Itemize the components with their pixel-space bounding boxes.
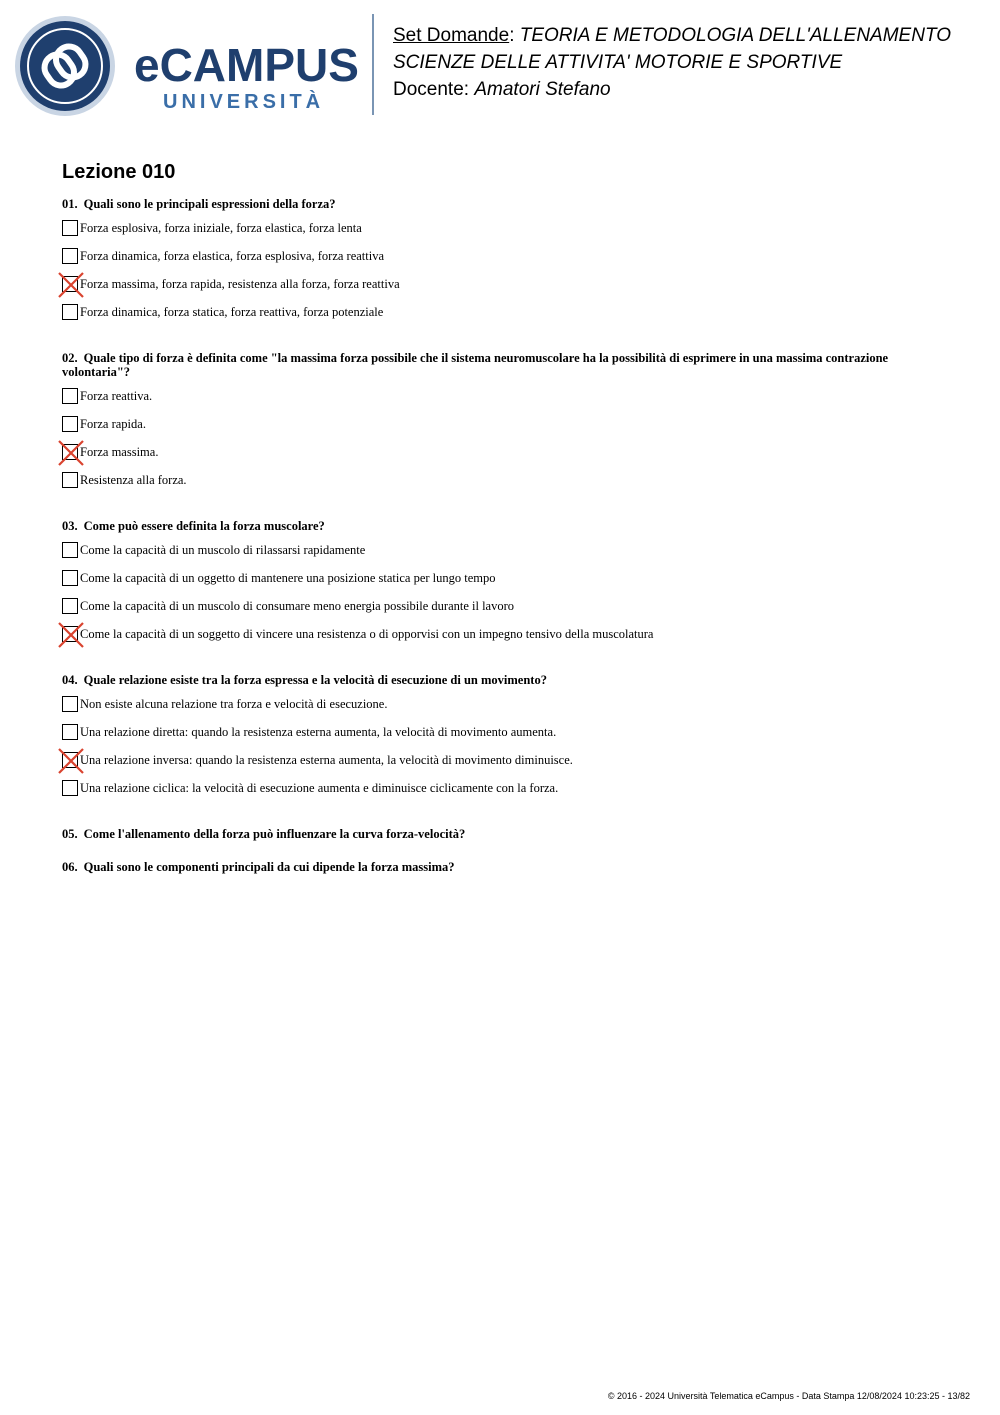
option-text: Forza massima. bbox=[80, 445, 159, 459]
answer-option[interactable] bbox=[62, 598, 942, 626]
checkbox[interactable] bbox=[62, 304, 78, 320]
course-title: TEORIA E METODOLOGIA DELL'ALLENAMENTO bbox=[519, 25, 951, 46]
option-text: Forza massima, forza rapida, resistenza alla forza, forza reattiva bbox=[80, 277, 400, 291]
question-text: Quale relazione esiste tra la forza espressa e la velocità di esecuzione di un movimento? bbox=[83, 673, 547, 687]
checkbox[interactable] bbox=[62, 724, 78, 740]
question-3 bbox=[62, 519, 942, 654]
option-text: Come la capacità di un muscolo di consumare meno energia possibile durante il lavoro bbox=[80, 599, 515, 613]
teacher-name: Amatori Stefano bbox=[474, 79, 611, 100]
answer-option[interactable] bbox=[62, 570, 942, 598]
question-text: Quali sono le principali espressioni della forza? bbox=[83, 197, 336, 211]
answer-option[interactable] bbox=[62, 752, 942, 780]
checkbox[interactable] bbox=[62, 696, 78, 712]
question-title bbox=[62, 519, 942, 533]
answer-option[interactable] bbox=[62, 444, 942, 472]
question-title bbox=[62, 673, 942, 687]
answer-option[interactable] bbox=[62, 696, 942, 724]
set-label: Set Domande bbox=[393, 25, 510, 46]
option-text: Non esiste alcuna relazione tra forza e velocità di esecuzione. bbox=[80, 697, 388, 711]
question-title bbox=[62, 860, 942, 874]
answer-option[interactable] bbox=[62, 724, 942, 752]
header-info bbox=[393, 22, 993, 103]
answer-option[interactable] bbox=[62, 626, 942, 654]
question-title bbox=[62, 197, 942, 211]
answer-option[interactable] bbox=[62, 780, 942, 808]
checkbox[interactable] bbox=[62, 220, 78, 236]
option-text: Forza dinamica, forza statica, forza reattiva, forza potenziale bbox=[80, 305, 384, 319]
logo-subtitle: UNIVERSITÀ bbox=[163, 91, 325, 113]
header-divider bbox=[372, 14, 374, 115]
question-5 bbox=[62, 827, 942, 841]
checkbox[interactable] bbox=[62, 780, 78, 796]
option-text: Come la capacità di un muscolo di rilassarsi rapidamente bbox=[80, 543, 366, 557]
question-1 bbox=[62, 197, 942, 332]
option-text: Forza esplosiva, forza iniziale, forza elastica, forza lenta bbox=[80, 221, 362, 235]
option-text: Forza reattiva. bbox=[80, 389, 153, 403]
question-number: 04. bbox=[62, 673, 78, 687]
course-line-2 bbox=[393, 49, 993, 76]
teacher-label: Docente bbox=[393, 79, 464, 100]
answer-option[interactable] bbox=[62, 220, 942, 248]
checkbox[interactable] bbox=[62, 472, 78, 488]
checked-checkbox[interactable] bbox=[62, 276, 78, 292]
logo-wordmark: eCAMPUS bbox=[134, 39, 359, 91]
checkbox[interactable] bbox=[62, 542, 78, 558]
question-list bbox=[62, 197, 942, 893]
option-text: Come la capacità di un soggetto di vincere una resistenza o di opporvisi con un impegno tensivo della muscolatura bbox=[80, 627, 654, 641]
page-header bbox=[0, 0, 1000, 130]
question-number: 02. bbox=[62, 351, 78, 365]
answer-option[interactable] bbox=[62, 388, 942, 416]
question-4 bbox=[62, 673, 942, 808]
question-text: Quali sono le componenti principali da cui dipende la forza massima? bbox=[83, 860, 455, 874]
checkbox[interactable] bbox=[62, 388, 78, 404]
option-text: Una relazione inversa: quando la resistenza esterna aumenta, la velocità di movimento diminuisce. bbox=[80, 753, 573, 767]
course-degree: SCIENZE DELLE ATTIVITA' MOTORIE E SPORTIVE bbox=[393, 52, 843, 73]
option-text: Come la capacità di un oggetto di mantenere una posizione statica per lungo tempo bbox=[80, 571, 496, 585]
option-text: Forza rapida. bbox=[80, 417, 146, 431]
lesson-title: Lezione 010 bbox=[62, 161, 176, 183]
answer-option[interactable] bbox=[62, 248, 942, 276]
answer-option[interactable] bbox=[62, 276, 942, 304]
question-text: Come può essere definita la forza muscolare? bbox=[83, 519, 325, 533]
option-text: Forza dinamica, forza elastica, forza esplosiva, forza reattiva bbox=[80, 249, 385, 263]
question-title bbox=[62, 351, 942, 379]
option-text: Una relazione diretta: quando la resistenza esterna aumenta, la velocità di movimento aumenta. bbox=[80, 725, 557, 739]
question-number: 06. bbox=[62, 860, 78, 874]
option-text: Una relazione ciclica: la velocità di esecuzione aumenta e diminuisce ciclicamente con la forza. bbox=[80, 781, 559, 795]
question-number: 03. bbox=[62, 519, 78, 533]
question-2 bbox=[62, 351, 942, 500]
question-text: Come l'allenamento della forza può influenzare la curva forza-velocità? bbox=[83, 827, 466, 841]
checked-checkbox[interactable] bbox=[62, 444, 78, 460]
course-line-1: Set Domande: TEORIA E METODOLOGIA DELL'ALLENAMENTO bbox=[393, 25, 951, 46]
question-title bbox=[62, 827, 942, 841]
teacher-line: Docente: Amatori Stefano bbox=[393, 79, 611, 100]
checked-checkbox[interactable] bbox=[62, 752, 78, 768]
question-number: 05. bbox=[62, 827, 78, 841]
checkbox[interactable] bbox=[62, 248, 78, 264]
option-text: Resistenza alla forza. bbox=[80, 473, 187, 487]
checkbox[interactable] bbox=[62, 570, 78, 586]
answer-option[interactable] bbox=[62, 472, 942, 500]
page-footer: © 2016 - 2024 Università Telematica eCampus - Data Stampa 12/08/2024 10:23:25 - 13/82 bbox=[607, 1391, 970, 1401]
question-text: Quale tipo di forza è definita come "la massima forza possibile che il sistema neuromuscolare ha la possibilità di esprimere in una massima contrazione volontaria"? bbox=[62, 351, 889, 379]
answer-option[interactable] bbox=[62, 304, 942, 332]
question-6 bbox=[62, 860, 942, 874]
answer-option[interactable] bbox=[62, 542, 942, 570]
answer-option[interactable] bbox=[62, 416, 942, 444]
checkbox[interactable] bbox=[62, 416, 78, 432]
checkbox[interactable] bbox=[62, 598, 78, 614]
question-number: 01. bbox=[62, 197, 78, 211]
ecampus-logo bbox=[14, 14, 359, 118]
checked-checkbox[interactable] bbox=[62, 626, 78, 642]
